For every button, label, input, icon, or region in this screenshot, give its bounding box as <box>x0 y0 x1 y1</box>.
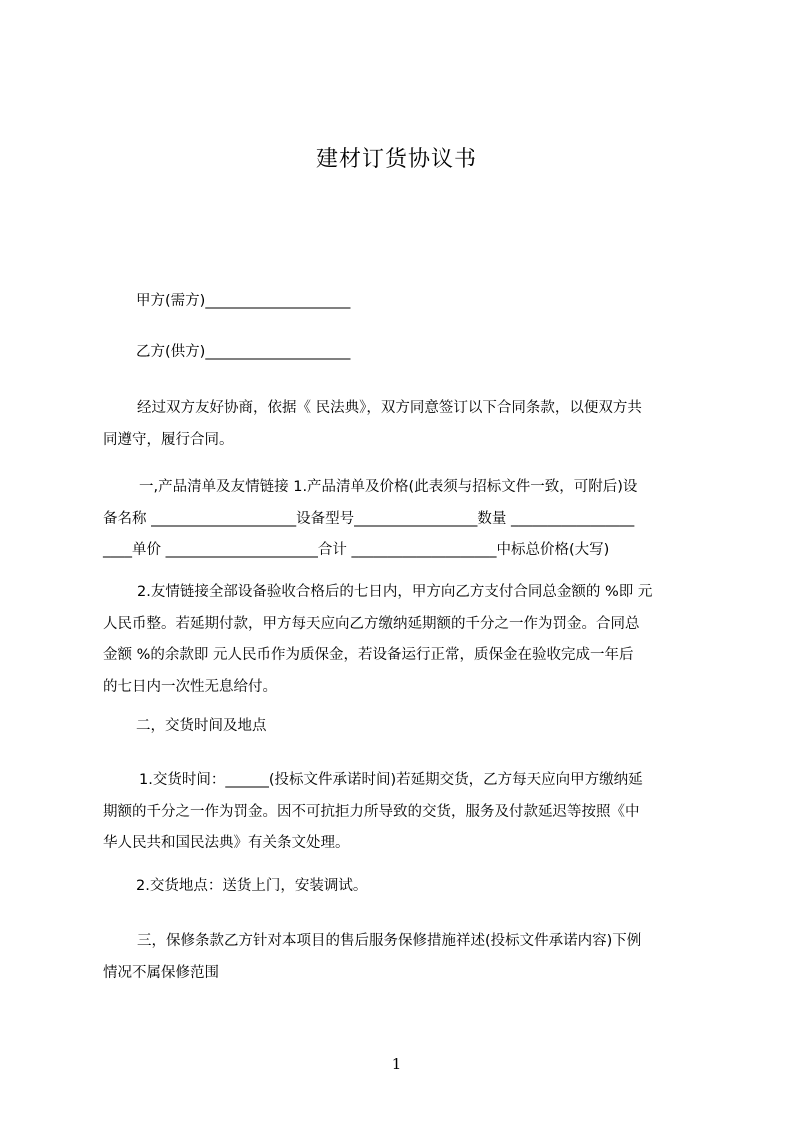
section1-line: 一,产品清单及友情链接 1.产品清单及价格(此表须与招标文件一致，可附后)设 <box>139 479 638 495</box>
section2-2-line: 2.交货地点：送货上门，安装调试。 <box>136 878 368 894</box>
section2-1-paragraph <box>103 765 703 860</box>
section1-paragraph <box>103 472 703 567</box>
intro-paragraph <box>103 393 703 456</box>
section3-line: 情况不属保修范围 <box>103 964 219 981</box>
page-number: 1 <box>391 1055 402 1073</box>
intro-line: 经过双方友好协商，依据《 民法典》，双方同意签订以下合同条款，以便双方共 <box>137 400 642 416</box>
section2-heading <box>136 711 736 743</box>
section3-line: 三，保修条款乙方针对本项目的售后服务保修措施祥述(投标文件承诺内容)下例 <box>137 933 642 949</box>
party-b-line: 乙方(供方)____________________ <box>136 344 351 360</box>
section1-2-line: 2.友情链接全部设备验收合格后的七日内，甲方向乙方支付合同总金额的 %即 元 <box>137 584 653 600</box>
section1-line: ____单价 _____________________合计 ____________________中标总价格(大写) <box>103 542 610 558</box>
section3-paragraph <box>103 926 703 989</box>
section1-2-line: 金额 %的余款即 元人民币作为质保金，若设备运行正常，质保金在验收完成一年后 <box>103 647 634 663</box>
party-a-field <box>136 286 736 318</box>
section2-heading-text: 二，交货时间及地点 <box>136 718 267 734</box>
section2-1-line: 期额的千分之一作为罚金。因不可抗拒力所导致的交货，服务及付款延迟等按照《中 <box>103 803 640 820</box>
section2-1-line: 华人民共和国民法典》有关条文处理。 <box>103 835 350 851</box>
document-title: 建材订货协议书 <box>315 147 477 172</box>
section2-2-paragraph <box>136 871 736 903</box>
section1-2-paragraph <box>103 577 703 703</box>
section1-line: 备名称 ____________________设备型号_________________数量 _________________ <box>103 510 635 527</box>
party-b-field <box>136 337 736 369</box>
intro-line: 同遵守，履行合同。 <box>103 431 234 448</box>
party-a-line: 甲方(需方)____________________ <box>136 293 351 309</box>
section1-2-line: 的七日内一次性无息给付。 <box>103 678 277 695</box>
section2-1-line: 1.交货时间：______(投标文件承诺时间)若延期交货，乙方每天应向甲方缴纳延 <box>139 772 643 788</box>
section1-2-line: 人民币整。若延期付款，甲方每天应向乙方缴纳延期额的千分之一作为罚金。合同总 <box>103 615 640 632</box>
